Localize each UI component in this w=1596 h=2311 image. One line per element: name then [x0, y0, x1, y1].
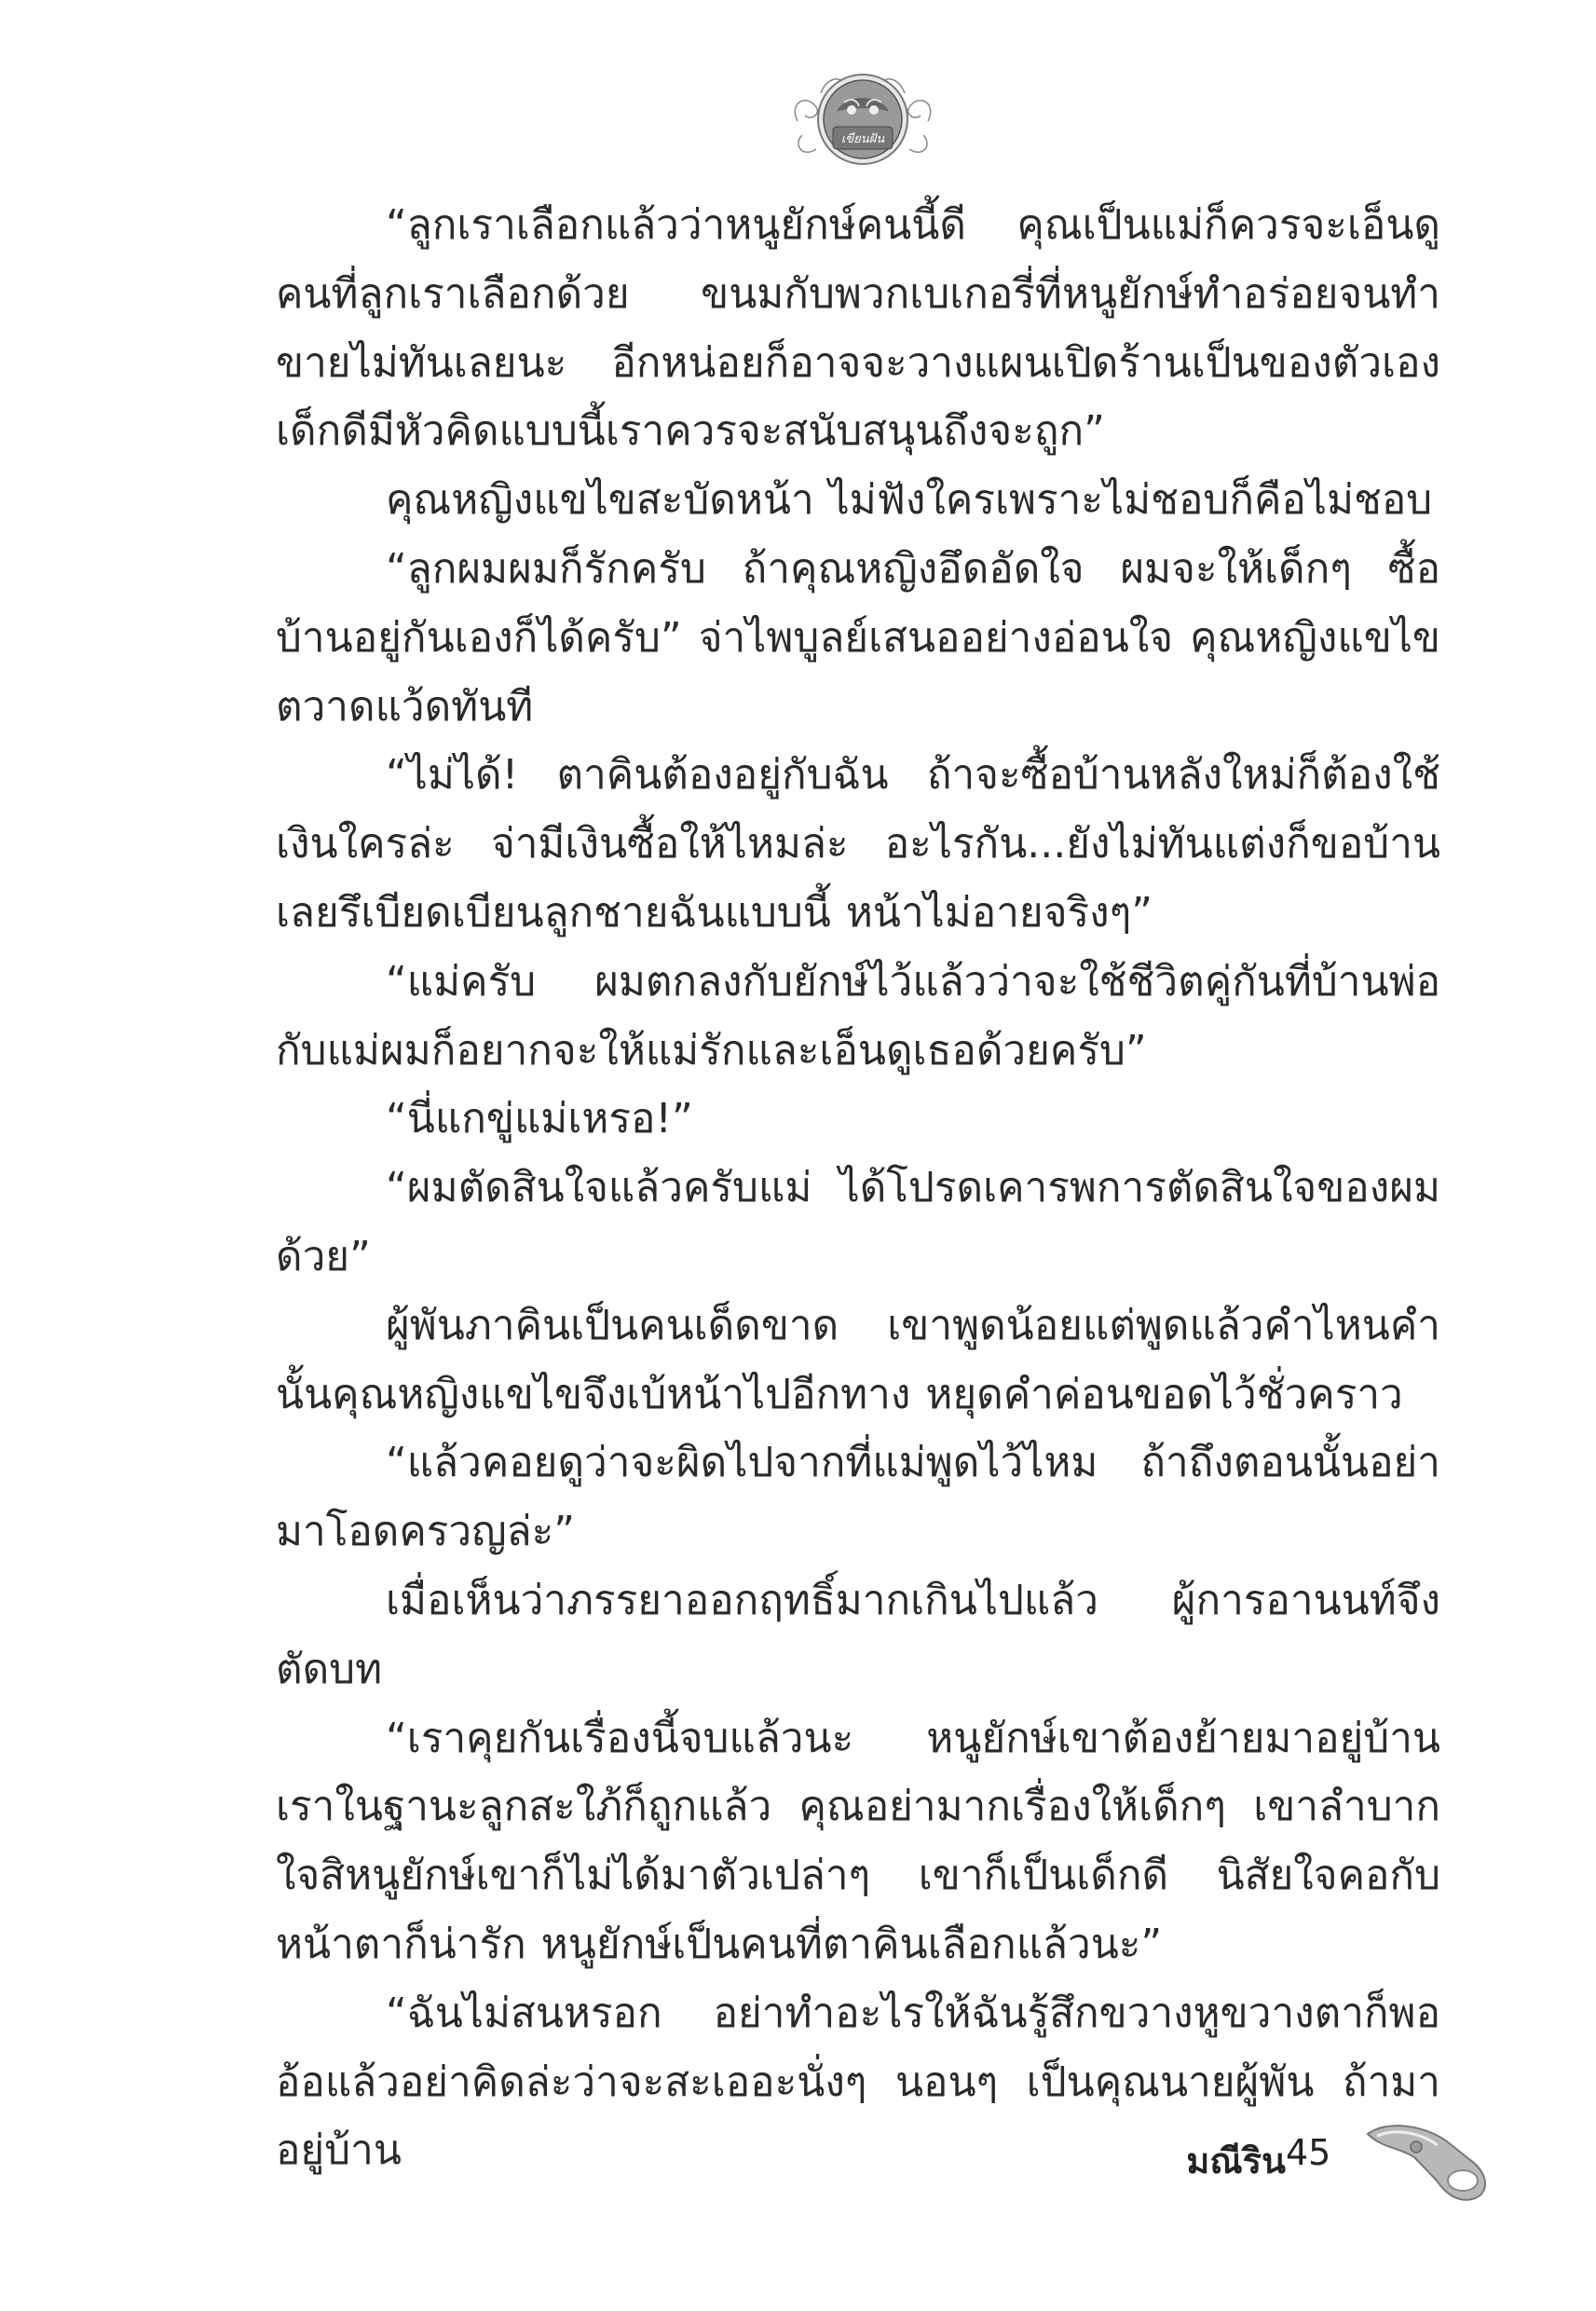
book-title: มณีริน	[1186, 2140, 1286, 2181]
paragraph: “นี่แกขู่แม่เหรอ!”	[386, 1095, 693, 1143]
paragraph: “ไม่ได้! ตาคินต้องอยู่กับฉัน ถ้าจะซื้อบ้านหลังใหม่ก็ต้องใช้เงินใครล่ะ จ่ามีเงินซื้อให้ไหมล่ะ อะไรกัน...ยังไม่ทันแต่งก็ขอบ้านเลยรึเบียดเบียนลูกชายฉันแบบนี้ หน้าไม่อายจริงๆ”	[276, 751, 1440, 937]
paragraph: “ลูกเราเลือกแล้วว่าหนูยักษ์คนนี้ดี คุณเป็นแม่ก็ควรจะเอ็นดูคนที่ลูกเราเลือกด้วย ขนมกับพวกเบเกอรี่ที่หนูยักษ์ทำอร่อยจนทำขายไม่ทันเลยนะ อีกหน่อยก็อาจจะวางแผนเปิดร้านเป็นของตัวเอง เด็กดีมีหัวคิดแบบนี้เราควรจะสนับสนุนถึงจะถูก”	[276, 201, 1440, 456]
chapter-body	[276, 191, 1440, 2185]
paragraph: “เราคุยกันเรื่องนี้จบแล้วนะ หนูยักษ์เขาต้องย้ายมาอยู่บ้านเราในฐานะลูกสะใภ้ก็ถูกแล้ว คุณอย่ามากเรื่องให้เด็กๆ เขาลำบากใจสิหนูยักษ์เขาก็ไม่ได้มาตัวเปล่าๆ เขาก็เป็นเด็กดี นิสัยใจคอกับหน้าตาก็น่ารัก หนูยักษ์เป็นคนที่ตาคินเลือกแล้วนะ”	[276, 1714, 1440, 1968]
paragraph: “ลูกผมผมก็รักครับ ถ้าคุณหญิงอึดอัดใจ ผมจะให้เด็กๆ ซื้อบ้านอยู่กันเองก็ได้ครับ” จ่าไพบูลย์เสนออย่างอ่อนใจ คุณหญิงแขไขตวาดแว้ดทันที	[276, 544, 1440, 731]
paragraph: “ฉันไม่สนหรอก อย่าทำอะไรให้ฉันรู้สึกขวางหูขวางตาก็พอ อ้อแล้วอย่าคิดล่ะว่าจะสะเออะนั่งๆ นอนๆ เป็นคุณนายผู้พัน ถ้ามาอยู่บ้าน	[276, 1989, 1440, 2175]
paragraph: “แม่ครับ ผมตกลงกับยักษ์ไว้แล้วว่าจะใช้ชีวิตคู่กันที่บ้านพ่อกับแม่ผมก็อยากจะให้แม่รักและเอ็นดูเธอด้วยครับ”	[276, 957, 1440, 1074]
paragraph: “ผมตัดสินใจแล้วครับแม่ ได้โปรดเคารพการตัดสินใจของผมด้วย”	[276, 1164, 1440, 1280]
publisher-emblem-icon	[779, 56, 947, 177]
paragraph: เมื่อเห็นว่าภรรยาออกฤทธิ์มากเกินไปแล้ว ผู้การอานนท์จึงตัดบท	[276, 1576, 1440, 1693]
page-footer	[1146, 2106, 1537, 2218]
publisher-emblem-text: เขียนฝัน	[840, 132, 885, 146]
page-number: 45	[1286, 2132, 1331, 2173]
can-tab-ornament-icon	[1358, 2106, 1498, 2208]
paragraph: คุณหญิงแขไขสะบัดหน้า ไม่ฟังใครเพราะไม่ชอบก็คือไม่ชอบ	[386, 476, 1433, 525]
paragraph: ผู้พันภาคินเป็นคนเด็ดขาด เขาพูดน้อยแต่พูดแล้วคำไหนคำนั้นคุณหญิงแขไขจึงเบ้หน้าไปอีกทาง หยุดคำค่อนขอดไว้ชั่วคราว	[276, 1301, 1440, 1418]
paragraph: “แล้วคอยดูว่าจะผิดไปจากที่แม่พูดไว้ไหม ถ้าถึงตอนนั้นอย่ามาโอดครวญล่ะ”	[276, 1439, 1440, 1556]
